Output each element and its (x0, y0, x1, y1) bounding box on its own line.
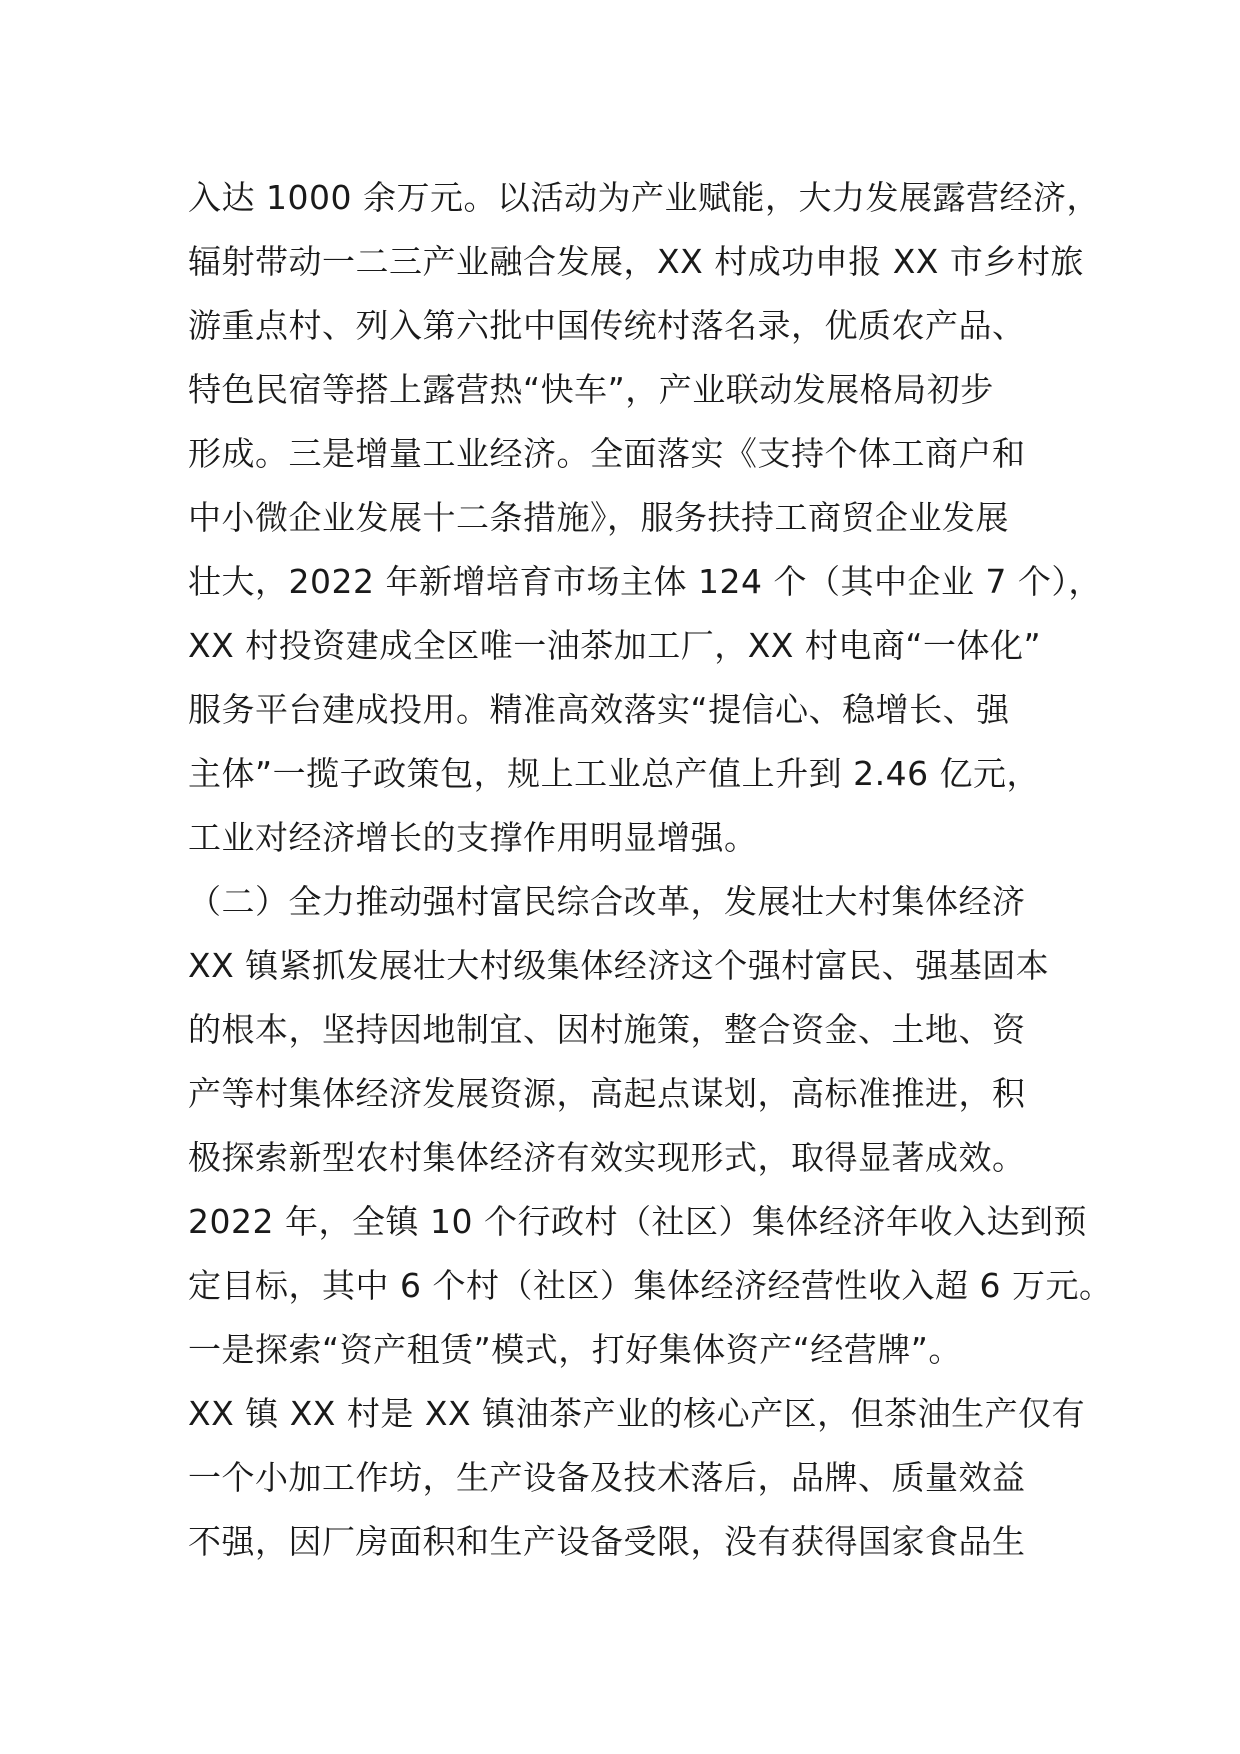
text-line-22: 不强，因厂房面积和生产设备受限，没有获得国家食品生 (188, 1522, 1026, 1561)
text-line-10: 主体”一揽子政策包，规上工业总产值上升到 2.46 亿元， (188, 754, 1041, 793)
text-line-18: 定目标，其中 6 个村（社区）集体经济经营性收入超 6 万元。 (188, 1266, 1113, 1305)
text-line-8: XX 村投资建成全区唯一油茶加工厂，XX 村电商“一体化” (188, 626, 1042, 665)
text-line-17: 2022 年，全镇 10 个行政村（社区）集体经济年收入达到预 (188, 1202, 1087, 1241)
text-line-20: XX 镇 XX 村是 XX 镇油茶产业的核心产区，但茶油生产仅有 (188, 1394, 1086, 1433)
body-text (188, 166, 1113, 1574)
text-line-3: 游重点村、列入第六批中国传统村落名录，优质农产品、 (188, 306, 1026, 345)
text-line-9: 服务平台建成投用。精准高效落实“提信心、稳增长、强 (188, 690, 1010, 729)
text-line-16: 极探索新型农村集体经济有效实现形式，取得显著成效。 (188, 1138, 1026, 1177)
text-line-4: 特色民宿等搭上露营热“快车”，产业联动发展格局初步 (188, 370, 994, 409)
text-line-2: 辐射带动一二三产业融合发展，XX 村成功申报 XX 市乡村旅 (188, 242, 1084, 281)
text-line-6: 中小微企业发展十二条措施》，服务扶持工商贸企业发展 (188, 498, 1009, 537)
text-line-14: 的根本，坚持因地制宜、因村施策，整合资金、土地、资 (188, 1010, 1026, 1049)
section-heading: （二）全力推动强村富民综合改革，发展壮大村集体经济 (188, 882, 1026, 921)
text-line-11: 工业对经济增长的支撑作用明显增强。 (188, 818, 758, 857)
text-line-21: 一个小加工作坊，生产设备及技术落后，品牌、质量效益 (188, 1458, 1026, 1497)
text-line-1: 入达 1000 余万元。以活动为产业赋能，大力发展露营经济， (188, 178, 1100, 217)
text-line-19: 一是探索“资产租赁”模式，打好集体资产“经营牌”。 (188, 1330, 962, 1369)
text-line-13: XX 镇紧抓发展壮大村级集体经济这个强村富民、强基固本 (188, 946, 1050, 985)
text-line-7: 壮大，2022 年新增培育市场主体 124 个（其中企业 7 个）， (188, 562, 1102, 601)
text-line-5: 形成。三是增量工业经济。全面落实《支持个体工商户和 (188, 434, 1026, 473)
text-line-15: 产等村集体经济发展资源，高起点谋划，高标准推进，积 (188, 1074, 1026, 1113)
